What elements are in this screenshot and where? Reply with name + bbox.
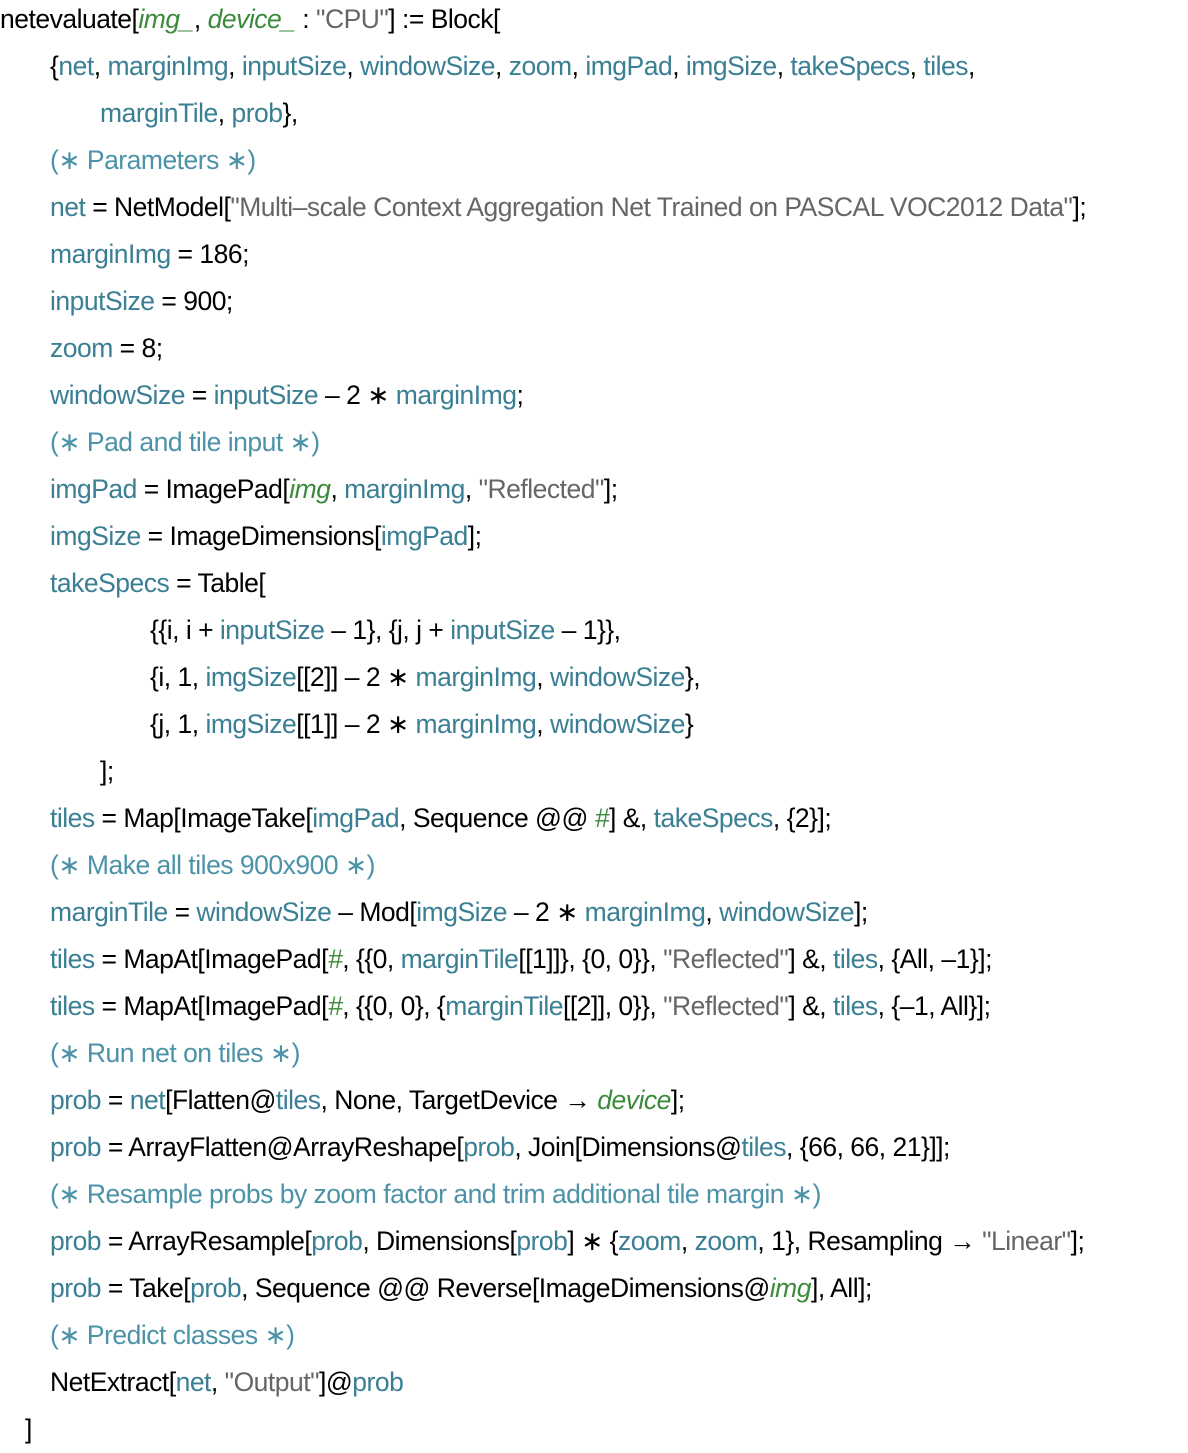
local-variable-token: prob (190, 1273, 242, 1303)
code-token: , Join[Dimensions@ (514, 1132, 742, 1162)
local-variable-token: prob (311, 1226, 363, 1256)
code-token: {{i, i + (150, 615, 220, 645)
comment-token: (∗ Resample probs by zoom factor and trim additional tile margin ∗) (50, 1179, 821, 1209)
code-token: [[1]]}, {0, 0}}, (518, 944, 664, 974)
code-token: netevaluate[ (0, 4, 139, 34)
code-token: [Flatten@ (165, 1085, 276, 1115)
code-token: , (680, 1226, 695, 1256)
code-line (50, 278, 233, 325)
local-variable-token: marginImg (395, 380, 517, 410)
local-variable-token: imgSize (205, 709, 297, 739)
local-variable-token: imgPad (50, 474, 137, 504)
code-line (50, 184, 1086, 231)
code-token: = Take[ (101, 1273, 191, 1303)
code-token: – 1}}, (554, 615, 621, 645)
code-token: , {All, –1}]; (877, 944, 992, 974)
code-line (100, 748, 114, 795)
local-variable-token: tiles (50, 944, 95, 974)
local-variable-token: prob (50, 1226, 102, 1256)
local-variable-token: prob (50, 1273, 102, 1303)
local-variable-token: marginImg (344, 474, 465, 504)
code-token: }, (684, 662, 701, 692)
code-token: , (536, 709, 550, 739)
code-token: , None, TargetDevice → (320, 1085, 598, 1115)
code-token: = NetModel[ (85, 192, 231, 222)
code-token: , (330, 474, 345, 504)
code-token: = ArrayResample[ (101, 1226, 312, 1256)
local-variable-token: zoom (618, 1226, 681, 1256)
local-variable-token: inputSize (450, 615, 555, 645)
local-variable-token: inputSize (50, 286, 155, 316)
pattern-variable-token: img (289, 474, 331, 504)
code-token: , (536, 662, 550, 692)
comment-token: (∗ Pad and tile input ∗) (50, 427, 320, 457)
pattern-variable-token: img_ (138, 4, 194, 34)
code-token: [[2]] – 2 ∗ (296, 662, 416, 692)
code-token: , (705, 897, 720, 927)
code-token: = ImagePad[ (136, 474, 290, 504)
comment-token: (∗ Run net on tiles ∗) (50, 1038, 300, 1068)
code-token: = 900; (154, 286, 233, 316)
code-token: = MapAt[ImagePad[ (94, 944, 328, 974)
local-variable-token: imgPad (585, 51, 673, 81)
code-line (50, 1124, 950, 1171)
local-variable-token: marginImg (415, 662, 537, 692)
code-token: [[2]], 0}}, (563, 991, 664, 1021)
code-line (50, 795, 831, 842)
local-variable-token: tiles (741, 1132, 787, 1162)
code-token: , (346, 51, 361, 81)
code-token: ]; (854, 897, 868, 927)
local-variable-token: imgPad (312, 803, 400, 833)
code-line (100, 90, 298, 137)
pattern-variable-token: # (594, 803, 609, 833)
pattern-variable-token: # (327, 991, 343, 1021)
code-token: = ImageDimensions[ (140, 521, 381, 551)
code-token: , Dimensions[ (362, 1226, 517, 1256)
local-variable-token: marginTile (445, 991, 563, 1021)
code-token: ]; (467, 521, 482, 551)
local-variable-token: windowSize (549, 709, 685, 739)
code-line (50, 325, 163, 372)
string-literal-token: "Reflected" (663, 944, 789, 974)
local-variable-token: windowSize (196, 897, 332, 927)
local-variable-token: inputSize (213, 380, 319, 410)
string-literal-token: "Reflected" (478, 474, 604, 504)
code-token: , (193, 4, 208, 34)
string-literal-token: "CPU" (316, 4, 389, 34)
local-variable-token: net (58, 51, 94, 81)
code-token: , {{0, (342, 944, 401, 974)
code-token: ] &, (788, 991, 833, 1021)
code-token: , {{0, 0}, { (342, 991, 446, 1021)
code-token: ], All]; (811, 1273, 872, 1303)
code-line (50, 1265, 872, 1312)
local-variable-token: inputSize (219, 615, 325, 645)
local-variable-token: takeSpecs (653, 803, 773, 833)
code-line (50, 43, 975, 90)
code-token: ]; (1070, 1226, 1085, 1256)
code-token: , (571, 51, 586, 81)
code-line (0, 0, 500, 43)
local-variable-token: marginImg (415, 709, 537, 739)
local-variable-token: zoom (50, 333, 113, 363)
local-variable-token: tiles (833, 944, 878, 974)
code-token: – 1}, {j, j + (324, 615, 451, 645)
code-line (50, 137, 256, 184)
local-variable-token: prob (516, 1226, 568, 1256)
local-variable-token: prob (50, 1085, 102, 1115)
code-token: – 2 ∗ (507, 897, 585, 927)
local-variable-token: zoom (694, 1226, 758, 1256)
local-variable-token: zoom (508, 51, 572, 81)
code-line (50, 1030, 300, 1077)
local-variable-token: marginTile (100, 98, 218, 128)
code-token: , (909, 51, 924, 81)
code-line (50, 372, 523, 419)
code-token: , (672, 51, 686, 81)
code-token: } (684, 709, 694, 739)
code-token: NetExtract[ (50, 1367, 176, 1397)
code-token: = 186; (170, 239, 249, 269)
local-variable-token: inputSize (241, 51, 347, 81)
code-token: }, (282, 98, 298, 128)
code-token: , (217, 98, 232, 128)
code-token: ]; (100, 756, 114, 786)
pattern-variable-token: device_ (207, 4, 296, 34)
local-variable-token: imgSize (205, 662, 297, 692)
code-token: , Sequence @@ Reverse[ImageDimensions@ (241, 1273, 770, 1303)
code-line (50, 560, 265, 607)
code-token: , (495, 51, 509, 81)
local-variable-token: prob (463, 1132, 515, 1162)
code-token: – 2 ∗ (318, 380, 396, 410)
local-variable-token: prob (231, 98, 283, 128)
code-token: , (93, 51, 108, 81)
code-line (50, 231, 249, 278)
local-variable-token: prob (50, 1132, 102, 1162)
local-variable-token: imgPad (380, 521, 468, 551)
code-token: ] := Block[ (388, 4, 500, 34)
code-token: = Table[ (169, 568, 266, 598)
local-variable-token: tiles (50, 991, 95, 1021)
code-line (50, 936, 992, 983)
code-token: ] &, (788, 944, 833, 974)
code-token: = 8; (112, 333, 163, 363)
code-token: {i, 1, (150, 662, 206, 692)
code-token: , (228, 51, 242, 81)
code-line (50, 1359, 403, 1406)
code-token: ; (516, 380, 524, 410)
code-token: ] (25, 1414, 32, 1444)
local-variable-token: tiles (923, 51, 969, 81)
code-line (50, 1312, 295, 1359)
local-variable-token: windowSize (50, 380, 185, 410)
local-variable-token: takeSpecs (790, 51, 910, 81)
string-literal-token: "Reflected" (663, 991, 789, 1021)
code-token: , (968, 51, 975, 81)
local-variable-token: tiles (50, 803, 95, 833)
code-token: = MapAt[ImagePad[ (94, 991, 328, 1021)
pattern-variable-token: device (597, 1085, 671, 1115)
local-variable-token: net (50, 192, 86, 222)
string-literal-token: "Multi–scale Context Aggregation Net Trained on PASCAL VOC2012 Data" (230, 192, 1073, 222)
code-token: = (101, 1085, 130, 1115)
code-line (150, 701, 693, 748)
code-line (50, 1077, 685, 1124)
local-variable-token: imgSize (685, 51, 777, 81)
code-token: ] &, (608, 803, 654, 833)
code-line (50, 842, 375, 889)
local-variable-token: marginImg (50, 239, 171, 269)
local-variable-token: tiles (833, 991, 878, 1021)
string-literal-token: "Output" (224, 1367, 320, 1397)
code-token: , (776, 51, 791, 81)
code-token: ]; (1072, 192, 1087, 222)
code-token: [[1]] – 2 ∗ (296, 709, 416, 739)
code-line (150, 654, 700, 701)
local-variable-token: prob (352, 1367, 404, 1397)
code-token: , (464, 474, 479, 504)
local-variable-token: net (129, 1085, 166, 1115)
code-token: {j, 1, (150, 709, 206, 739)
code-token: = Map[ImageTake[ (94, 803, 313, 833)
local-variable-token: windowSize (719, 897, 855, 927)
code-token: = (167, 897, 197, 927)
pattern-variable-token: img (769, 1273, 811, 1303)
code-token: ]; (670, 1085, 685, 1115)
local-variable-token: takeSpecs (50, 568, 170, 598)
local-variable-token: net (175, 1367, 211, 1397)
code-token: , {2}]; (772, 803, 832, 833)
code-token: { (50, 51, 59, 81)
local-variable-token: imgSize (416, 897, 508, 927)
code-line (25, 1406, 32, 1453)
local-variable-token: marginImg (107, 51, 229, 81)
code-token: ] ∗ { (567, 1226, 619, 1256)
local-variable-token: windowSize (549, 662, 685, 692)
code-token: , {66, 66, 21}]]; (786, 1132, 950, 1162)
code-line (50, 1171, 821, 1218)
code-line (50, 889, 868, 936)
code-line (50, 983, 990, 1030)
string-literal-token: "Linear" (982, 1226, 1071, 1256)
comment-token: (∗ Make all tiles 900x900 ∗) (50, 850, 375, 880)
code-token: , Sequence @@ (399, 803, 595, 833)
code-token: ]; (603, 474, 618, 504)
local-variable-token: imgSize (50, 521, 141, 551)
local-variable-token: windowSize (360, 51, 496, 81)
local-variable-token: tiles (275, 1085, 321, 1115)
code-line (50, 1218, 1084, 1265)
code-token: = (184, 380, 214, 410)
code-token: : (295, 4, 317, 34)
local-variable-token: marginImg (584, 897, 706, 927)
code-token: , {–1, All}]; (877, 991, 991, 1021)
code-token: , 1}, Resampling → (757, 1226, 983, 1256)
code-token: = ArrayFlatten@ArrayReshape[ (101, 1132, 464, 1162)
local-variable-token: marginTile (400, 944, 519, 974)
code-line (50, 419, 320, 466)
code-line (50, 513, 482, 560)
code-line (150, 607, 621, 654)
code-token: – Mod[ (331, 897, 417, 927)
comment-token: (∗ Parameters ∗) (50, 145, 256, 175)
code-token: ]@ (319, 1367, 353, 1397)
comment-token: (∗ Predict classes ∗) (50, 1320, 295, 1350)
local-variable-token: marginTile (50, 897, 168, 927)
code-token: , (210, 1367, 225, 1397)
code-line (50, 466, 618, 513)
pattern-variable-token: # (327, 944, 343, 974)
